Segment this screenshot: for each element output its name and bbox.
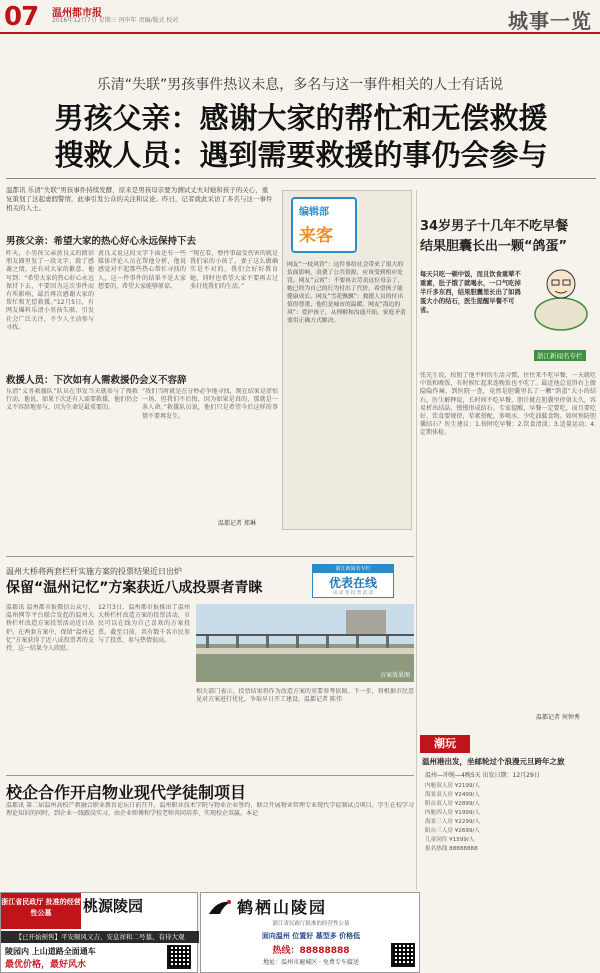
travel-tag: 潮玩 bbox=[420, 735, 470, 753]
editor-guest-text: 网友“一枝风铃”：这件事给社会带来了很大的负面影响，浪费了公共资源，应该受到相应处罚。网友“云霄”：不要再去苛责这位母亲了，她已经为自己的行为付出了代价，希望孩子能健康成长。网友“雪花飘飘”：救援人员的付出值得尊重，他们是城市的温暖。网友“海边的风”：爱护孩子，从理解和沟通开始，家庭矛盾要用正确方式解决。 bbox=[287, 262, 406, 324]
list-item: 内舱四人房 ¥1999/人 bbox=[425, 810, 481, 816]
right-intro: 每天只吃一顿中饭，而且饮食重荤不重素，肚子饿了就喝水，一口气吃掉半斤多东西，结果胆囊里长出了如鸽蛋大小的结石，医生提醒早餐不可省。 bbox=[420, 271, 521, 314]
ad-selling-points: 面向温州 位置好 墓型多 价格低 bbox=[261, 932, 361, 940]
lead-kicker: 乐清“失联”男孩事件热议未息，多名与这一事件相关的人士有话说 bbox=[96, 77, 504, 93]
photo-caption: 方案效果图 bbox=[379, 672, 410, 679]
badge-top-text: 浙江新闻名专栏 bbox=[313, 565, 393, 573]
list-item: 儿童同住 ¥1599/人 bbox=[425, 837, 475, 843]
lead-column-4: 乐清“义务救援队”队员在事发当天就参与了搜救行动。他说，如果下次还有人需要救援，他们仍会义不容辞地参与，因为生命是最重要的。 bbox=[6, 388, 138, 412]
right-byline: 温都记者 何钟秀 bbox=[536, 714, 580, 721]
list-item: 阳台双人房 ¥2899/人 bbox=[425, 801, 481, 807]
page-header bbox=[0, 0, 600, 34]
lead-column-1: 昨天，小男孩父亲黄良义的微信朋友圈里发了一段文字，除了感谢之情，还有对大家的歉意。他写到：“希望大家的热心好心永远保持下去，不要因为这次事件而有所影响，最后再次感谢大家的帮忙和无偿救援。”12月5日，有网友爆料乐清小男孩失联，引发社会广泛关注，不少人主动参与寻找。 bbox=[6, 250, 94, 331]
travel-title: 温州港出发，坐邮轮过个浪漫元旦跨年之旅 bbox=[422, 757, 565, 766]
column-divider bbox=[416, 190, 417, 890]
paper-name: 温州都市报 bbox=[52, 8, 102, 19]
right-headline-1: 34岁男子十几年不吃早餐 bbox=[420, 219, 569, 234]
ad-address: 地址：温州市鹿城区 · 免费专车接送 bbox=[263, 959, 359, 966]
qr-code-icon bbox=[391, 943, 415, 967]
logo-main-text: 来客 bbox=[299, 226, 333, 246]
cemetery-ad-heqishan bbox=[200, 892, 420, 973]
list-item: 海景三人房 ¥2299/人 bbox=[425, 819, 481, 825]
lead-column-2: 黄良义说这段文字下面还有一些媒体评论人员在帮他分析，他说感觉对不起那些热心帮忙寻找的人，这一件事件的结果不是大家想要的，希望大家能够原谅。 bbox=[98, 250, 186, 290]
column-badge bbox=[312, 564, 394, 598]
school-headline: 校企合作开启物业现代学徒制项目 bbox=[6, 783, 247, 802]
travel-subtitle: 温州—冲绳—4晚5天 出发日期：12月29日 bbox=[425, 772, 540, 779]
feature-headline: 保留“温州记忆”方案获近八成投票者青睐 bbox=[6, 580, 263, 596]
cemetery-ad-taoyuan bbox=[0, 892, 198, 973]
ad-hotline: 热线：88888888 bbox=[272, 946, 350, 956]
qr-code-icon bbox=[167, 945, 191, 969]
ad-authority-label: 浙江省民政厅 批准的经营性公墓 bbox=[1, 893, 81, 929]
editor-guest-logo bbox=[291, 197, 357, 253]
logo-top-text: 编辑部 bbox=[299, 207, 329, 218]
editor-guest-box bbox=[282, 190, 412, 530]
feature-kicker: 温州大桥将两套栏杆实施方案的投票结果近日出炉 bbox=[6, 567, 182, 576]
ad-slogan: 最优价格，最好风水 bbox=[5, 960, 87, 970]
lead-subhead-1: 男孩父亲：希望大家的热心好心永远保持下去 bbox=[6, 236, 197, 247]
school-body: 温都讯 第二届温州高校产教融合职业教育论坛日前召开，温州职业技术学院与物业企业签约，联合开展物业管理专业现代学徒制试点项目。学生在校学习理论知识的同时，到企业一线跟岗实习，由企业师傅和学校老师共同培养，实现校企双赢。本记 bbox=[6, 802, 414, 818]
lead-column-5: “我们当时就是在分秒必争地寻找，现在结果是虚惊一场，但我们不后悔，因为如果是真的，那就是一条人命。”救援队员说，他们只是希望今后这样的事情不要再发生。 bbox=[142, 388, 278, 420]
issue-meta: 2016年12月7日 星期三 丙申年 责编/版式 校对 bbox=[52, 17, 179, 24]
lead-headline-2: 搜救人员：遇到需要救援的事仍会参与 bbox=[54, 138, 548, 172]
list-item: 内舱双人房 ¥2199/人 bbox=[425, 783, 481, 789]
ad-text-line: 陵园内 上山道路全面通车 bbox=[5, 947, 96, 956]
travel-price-list bbox=[425, 782, 595, 854]
list-item: 报名热线 88888888 bbox=[425, 846, 478, 852]
crane-icon bbox=[207, 896, 233, 918]
cartoon-illustration bbox=[528, 262, 594, 342]
ad-brand-name: 桃源陵园 bbox=[83, 897, 144, 915]
section-title: 城事一览 bbox=[508, 9, 592, 33]
lead-headline-1: 男孩父亲：感谢大家的帮忙和无偿救援 bbox=[54, 101, 548, 135]
ad-banner-line: 【已开始预售】平安顺风又吉、安息祥和二号墓、有待大观 bbox=[1, 931, 199, 943]
feature-column-1: 温都讯 温州都市报微信公众号、温州网等平台联合发起的温州大桥栏杆改造方案投票活动近日出炉。在两套方案中，保留“温州记忆”方案获得了近八成投票者的支持，这一结果令人欣慰。 bbox=[6, 604, 94, 653]
right-headline-2: 结果胆囊长出一颗“鸽蛋” bbox=[420, 239, 568, 254]
divider bbox=[6, 775, 414, 776]
lead-column-3: “现在看，整件事最受伤害的就是我们家的小孩了，妻子这么做确实是不对的，我们会好好教育她，同时也希望大家不要再去过多打扰我们的生活。” bbox=[190, 250, 278, 290]
lead-subhead-2: 救援人员：下次如有人需救援仍会义不容辞 bbox=[6, 375, 187, 386]
badge-bottom-text: 讯 读 者 投 票 活 动 bbox=[332, 591, 374, 596]
badge-main-text: 优表在线 bbox=[328, 576, 377, 590]
list-item: 海景双人房 ¥2499/人 bbox=[425, 792, 481, 798]
feature-column-3: 相关部门表示，投票结果将作为改造方案的重要参考依据。下一步，将根据市民意见对方案进行优化，争取早日开工建设。温都记者 陈伟 bbox=[196, 688, 414, 704]
right-body: 张先生说，按照了他平时的生活习惯，往往来不吃早餐，一天就吃中饭和晚饭，有时候忙起来连晚饭也不吃了。最近他总觉得右上腹隐隐作痛，到医院一查，竟然是胆囊里长了一颗“鸽蛋”大小的结石。医生解释说，长时间不吃早餐，胆汁就在胆囊里停留太久，容易析出结晶，慢慢形成结石。专家提醒，早餐一定要吃，而且要吃好，饮食要规律，荤素搭配，多喝水，少吃油腻食物。如何预防胆囊结石？医生建议：1.按时吃早餐；2.饮食清淡；3.适量运动；4.定期体检。 bbox=[420, 372, 596, 437]
ad-brand-name: 鹤栖山陵园 bbox=[237, 898, 328, 917]
cartoon-caption: 浙江新闻名专栏 bbox=[534, 350, 586, 361]
divider bbox=[6, 178, 596, 179]
lead-intro: 温都讯 乐清“失联”男孩事件持续发酵，原来是男孩母亲要为测试丈夫对她和孩子的关心，重复策划了这起虚假警情，此事引发公众的关注和议论。昨日，记者就此采访了多名与这一事件相关的人士。 bbox=[6, 186, 273, 212]
ad-subtitle: 浙江省民政厅批准的经营性公墓 bbox=[272, 921, 350, 927]
lead-byline: 温都记者 郑琳 bbox=[218, 520, 256, 527]
list-item: 阳台三人房 ¥2699/人 bbox=[425, 828, 481, 834]
bridge-photo bbox=[196, 604, 414, 682]
feature-column-2: 12月3日，温州都市报推出了温州大桥栏杆改造方案的投票活动，市民可以在线为自己喜欢的方案投票。截至目前，共有数千名市民参与了投票，参与热情很高。 bbox=[98, 604, 190, 644]
page-number: 07 bbox=[4, 2, 39, 32]
divider bbox=[6, 556, 414, 557]
